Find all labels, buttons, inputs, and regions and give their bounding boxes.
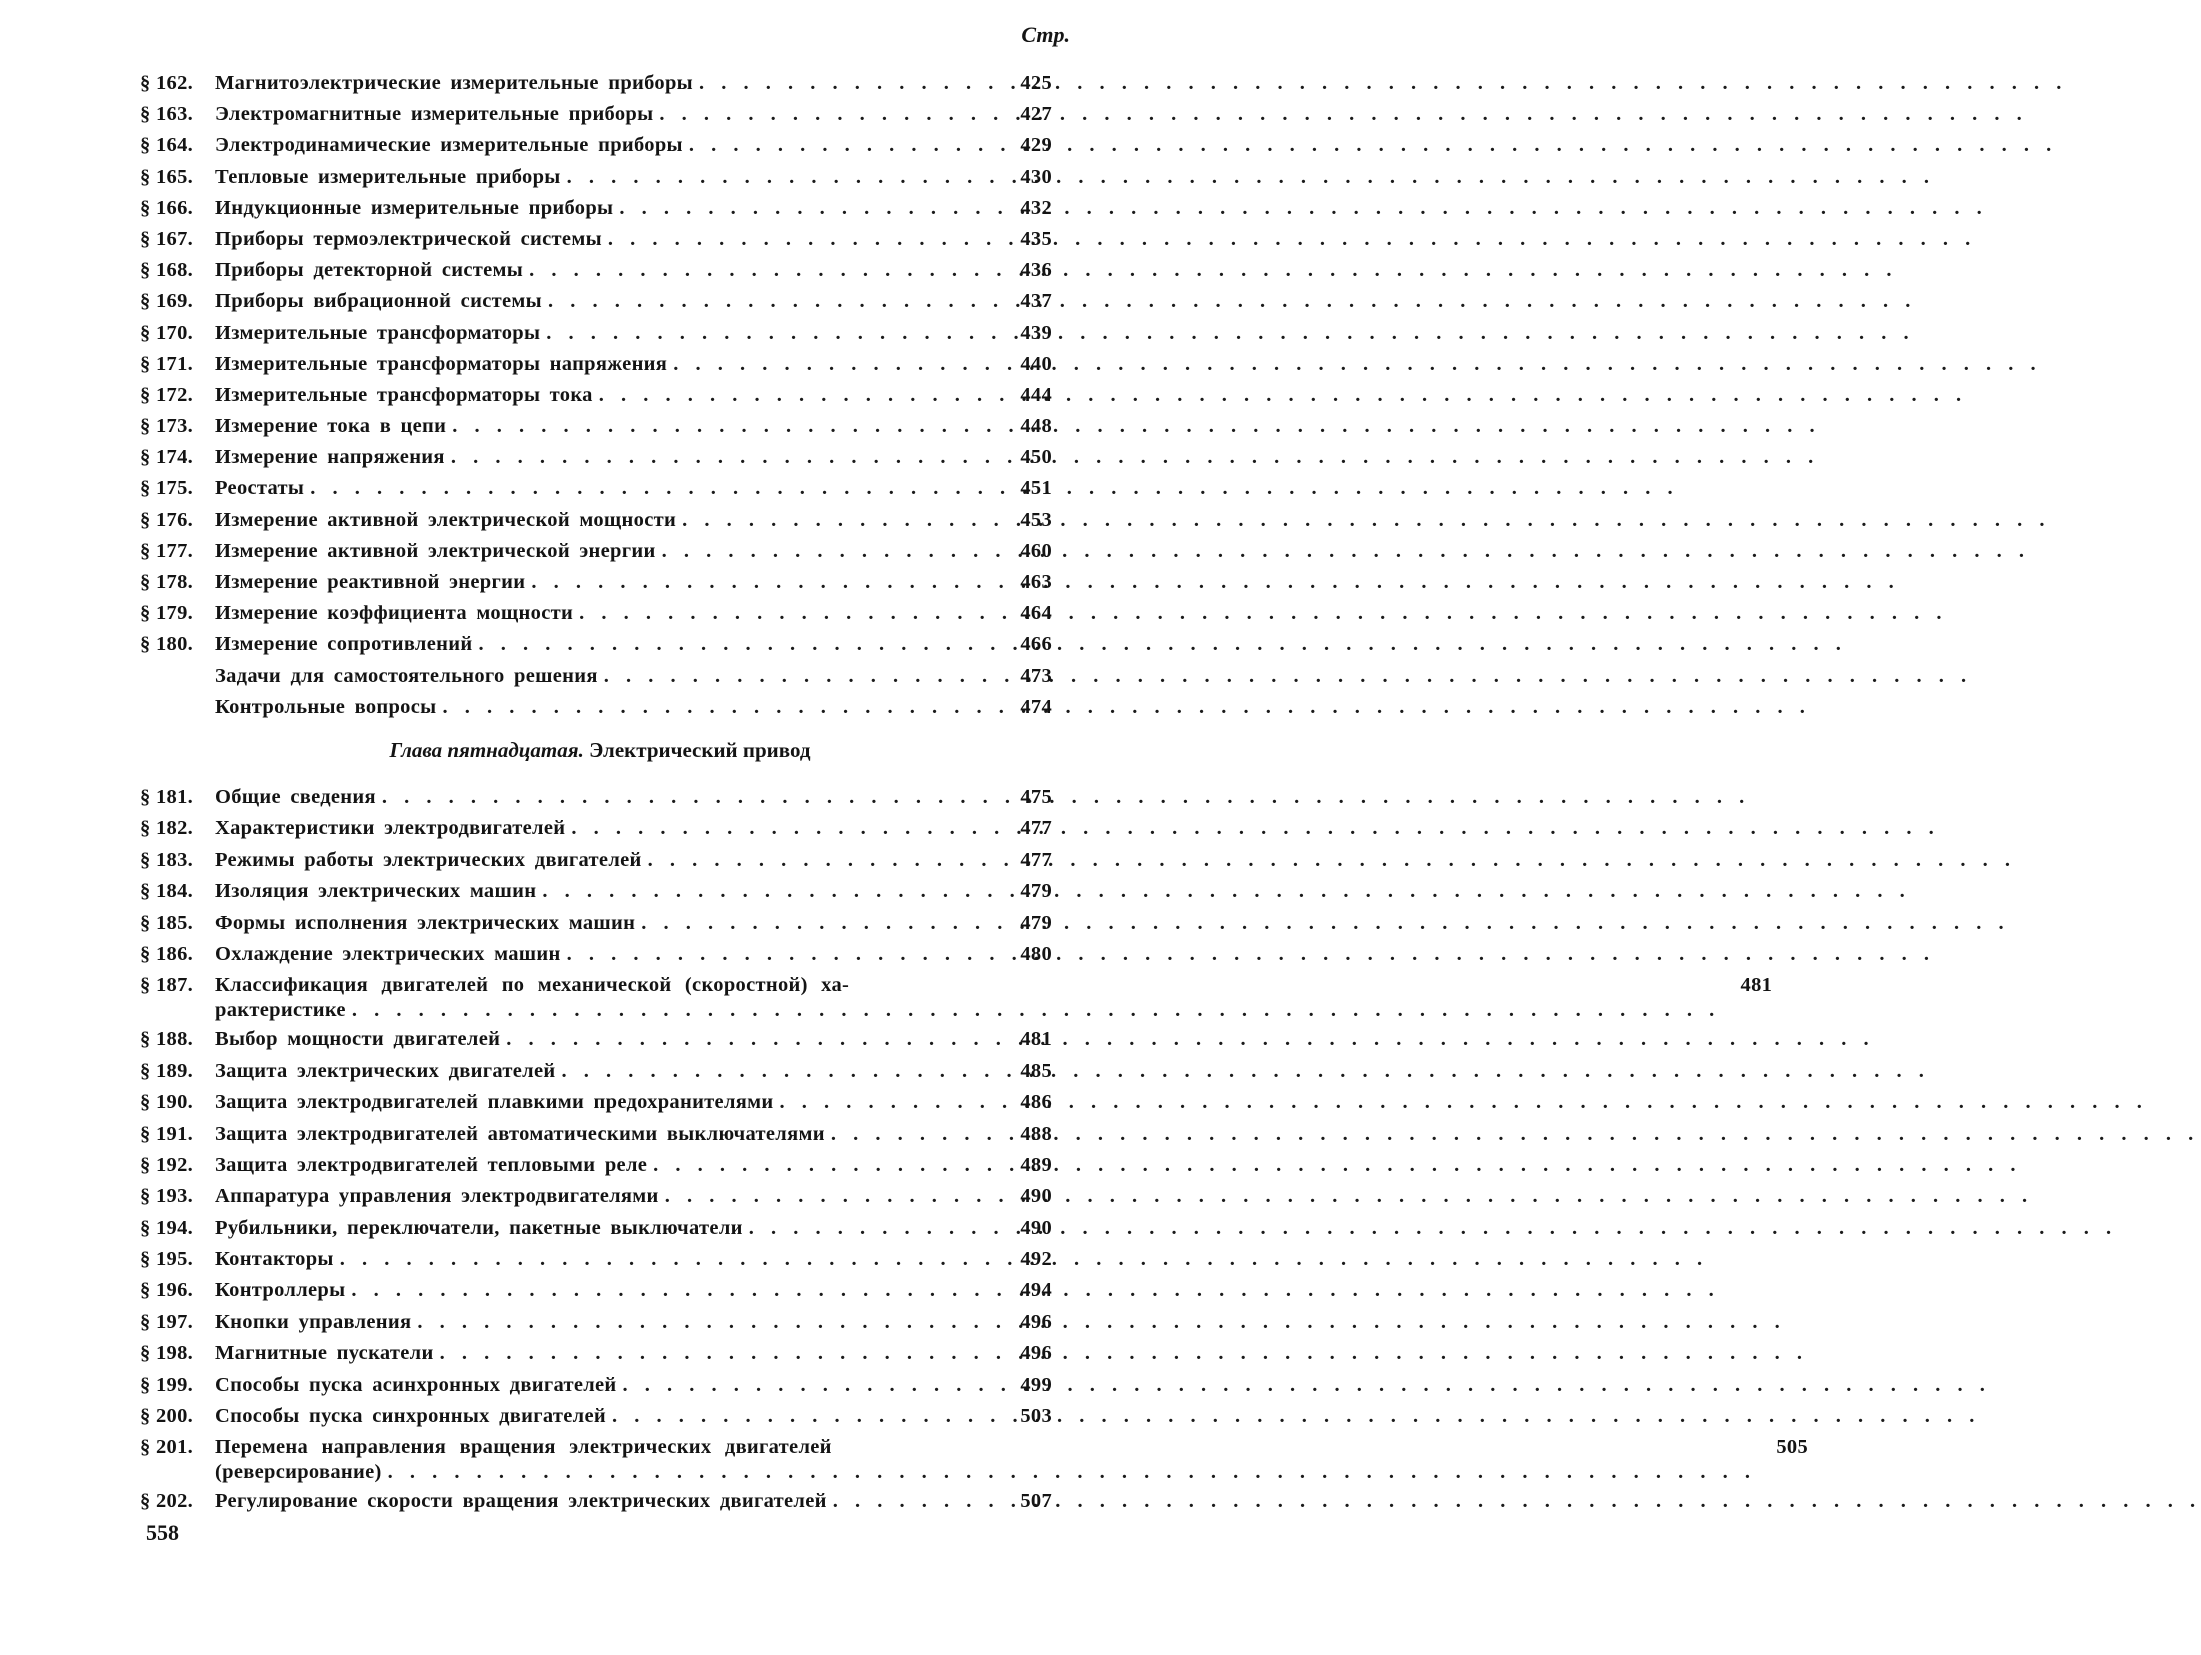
- toc-entry: [140, 598, 1052, 629]
- toc-entry: [140, 349, 1052, 380]
- toc-entry-title-block: [215, 286, 1006, 317]
- toc-entry: [140, 1401, 1052, 1432]
- toc-entry-page: 496: [1020, 1310, 1052, 1333]
- dot-leader: [451, 442, 1819, 473]
- toc-entry: [140, 1307, 1052, 1338]
- page-header-label: Стр.: [1021, 22, 1070, 47]
- section-number: § 172.: [140, 383, 194, 406]
- toc-entry: [140, 318, 1052, 349]
- dot-leader: [442, 692, 1810, 723]
- section-number: § 177.: [140, 539, 194, 562]
- toc-entry-title: Измерение реактивной энергии: [215, 571, 526, 593]
- toc-entry-title-block: [215, 782, 1006, 813]
- toc-entry-title-continuation: рактеристике: [215, 999, 346, 1022]
- dot-leader: [529, 255, 1897, 286]
- dot-leader: [599, 380, 1967, 411]
- toc-entry-page: 432: [1020, 196, 1052, 219]
- dot-leader: [310, 473, 1678, 504]
- dot-leader: [665, 1181, 2033, 1212]
- toc-entry: [140, 1370, 1052, 1401]
- toc-entry-title: Электромагнитные измерительные приборы: [215, 103, 654, 126]
- toc-entry-title-block: [215, 813, 1006, 844]
- dot-leader: [608, 224, 1976, 255]
- toc-entry-page: 479: [1020, 880, 1052, 903]
- toc-entry: [140, 1213, 1052, 1244]
- dot-leader: [531, 567, 1899, 598]
- section-number: § 199.: [140, 1373, 194, 1396]
- toc-entry-title: Защита электродвигателей тепловыми реле: [215, 1153, 648, 1176]
- toc-entry-title-block: [215, 1401, 1006, 1432]
- toc-entry-page: 464: [1020, 602, 1052, 625]
- toc-entry-page: 430: [1020, 165, 1052, 188]
- section-number: § 182.: [140, 817, 194, 840]
- dot-leader: [749, 1213, 2117, 1244]
- toc-entry-title-block: [215, 1435, 1762, 1485]
- toc-entry-title-block: [215, 411, 1006, 442]
- section-number: § 185.: [140, 911, 194, 934]
- toc-entry-page: 474: [1020, 695, 1052, 718]
- dot-leader: [417, 1307, 1785, 1338]
- toc-entry-title: Задачи для самостоятельного решения: [215, 664, 598, 687]
- toc-entry-title: Измерение тока в цепи: [215, 415, 447, 438]
- toc-entry-page: 496: [1020, 1342, 1052, 1365]
- dot-leader: [478, 629, 1846, 660]
- section-number: § 164.: [140, 134, 194, 157]
- chapter-label: Глава пятнадцатая.: [389, 738, 584, 762]
- toc-entry-title-block: [215, 692, 1006, 723]
- toc-entry-title-block: [215, 908, 1006, 939]
- toc-entry-title-block: [215, 536, 1006, 567]
- toc-entry-title: Измерение напряжения: [215, 446, 445, 469]
- toc-entry-title-block: [215, 130, 1006, 161]
- dot-leader: [673, 349, 2041, 380]
- dot-leader: [548, 286, 1916, 317]
- section-number: § 180.: [140, 633, 194, 656]
- dot-leader: [648, 845, 2016, 876]
- toc-entry-title: Магнитные пускатели: [215, 1342, 434, 1365]
- toc-entry-title: Защита электродвигателей автоматическими выключателями: [215, 1122, 825, 1145]
- toc-entry-title-block: [215, 629, 1006, 660]
- dot-leader: [623, 1370, 1991, 1401]
- toc-entry: [140, 1024, 1052, 1055]
- toc-entry-page: 499: [1020, 1373, 1052, 1396]
- toc-entry: [140, 970, 1773, 1024]
- dot-leader: [452, 411, 1820, 442]
- chapter-heading: [0, 738, 1200, 763]
- toc-entry-page: 485: [1020, 1059, 1052, 1082]
- toc-entry-title: Контроллеры: [215, 1279, 346, 1302]
- section-number: § 173.: [140, 415, 194, 438]
- toc-entry-title: Классификация двигателей по механической (скоростной) ха-: [215, 974, 850, 997]
- section-number: § 165.: [140, 165, 194, 188]
- toc-entry-title: Способы пуска синхронных двигателей: [215, 1405, 606, 1428]
- toc-entry-title: Способы пуска асинхронных двигателей: [215, 1373, 617, 1396]
- toc-entry: [140, 782, 1052, 813]
- section-number: § 189.: [140, 1059, 194, 1082]
- toc-entry: [140, 1486, 1052, 1517]
- section-number: § 197.: [140, 1310, 194, 1333]
- toc-entry-page: 505: [1776, 1436, 1808, 1459]
- dot-leader: [352, 997, 1720, 1023]
- toc-entry-page: 503: [1020, 1405, 1052, 1428]
- toc-entry-title-block: [215, 973, 1726, 1023]
- section-number: § 201.: [140, 1436, 194, 1459]
- toc-entry-title-block: [215, 1087, 1006, 1118]
- section-number: § 186.: [140, 942, 194, 965]
- section-number: § 170.: [140, 321, 194, 344]
- toc-entry-title-block: [215, 1119, 1006, 1150]
- toc-entry-title: Индукционные измерительные приборы: [215, 196, 614, 219]
- toc-entry-title: Измерение активной электрической энергии: [215, 539, 656, 562]
- toc-entry-title: Контакторы: [215, 1248, 334, 1271]
- table-of-contents-part-1: [140, 68, 1052, 723]
- toc-entry: [140, 473, 1052, 504]
- toc-entry-title-block: [215, 1307, 1006, 1338]
- toc-entry-page: 481: [1020, 1028, 1052, 1051]
- toc-entry-title: Приборы детекторной системы: [215, 259, 524, 282]
- toc-entry-page: 477: [1020, 817, 1052, 840]
- toc-entry-title-continuation-row: [215, 997, 1726, 1023]
- toc-entry-title: Рубильники, переключатели, пакетные выключатели: [215, 1216, 743, 1239]
- toc-entry-page: 488: [1020, 1122, 1052, 1145]
- dot-leader: [780, 1087, 2148, 1118]
- toc-entry: [140, 99, 1052, 130]
- toc-entry-title-block: [215, 1486, 1006, 1517]
- toc-entry-title-block: [215, 193, 1006, 224]
- section-number: § 171.: [140, 352, 194, 375]
- toc-entry-page: 473: [1020, 664, 1052, 687]
- toc-entry-title-block: [215, 318, 1006, 349]
- section-number: § 195.: [140, 1248, 194, 1271]
- toc-entry-title: Измерительные трансформаторы напряжения: [215, 352, 668, 375]
- toc-entry: [140, 1275, 1052, 1306]
- toc-entry-title-block: [215, 661, 1006, 692]
- dot-leader: [546, 318, 1914, 349]
- toc-entry-page: 477: [1020, 848, 1052, 871]
- toc-entry-page: 494: [1020, 1279, 1052, 1302]
- table-of-contents-part-2: [140, 782, 1808, 1518]
- toc-entry-title-block: [215, 1024, 1006, 1055]
- toc-entry-title: Приборы вибрационной системы: [215, 290, 542, 313]
- toc-entry-page: 492: [1020, 1248, 1052, 1271]
- dot-leader: [567, 939, 1935, 970]
- dot-leader: [542, 876, 1910, 907]
- toc-entry-page: 479: [1020, 911, 1052, 934]
- toc-entry: [140, 1181, 1052, 1212]
- toc-entry-page: 435: [1020, 227, 1052, 250]
- toc-entry-page: 437: [1020, 290, 1052, 313]
- toc-entry: [140, 1432, 1808, 1486]
- toc-entry-title-block: [215, 1213, 1006, 1244]
- dot-leader: [579, 598, 1947, 629]
- dot-leader: [689, 130, 2057, 161]
- toc-entry-title: Измерение коэффициента мощности: [215, 602, 574, 625]
- toc-entry: [140, 224, 1052, 255]
- toc-entry-page: 427: [1020, 103, 1052, 126]
- toc-entry: [140, 162, 1052, 193]
- toc-entry: [140, 1087, 1052, 1118]
- toc-entry: [140, 845, 1052, 876]
- toc-entry-page: 507: [1020, 1490, 1052, 1513]
- toc-entry-title-block: [215, 1150, 1006, 1181]
- section-number: § 166.: [140, 196, 194, 219]
- toc-entry-title: Измерение активной электрической мощности: [215, 508, 677, 531]
- toc-entry-title-block: [215, 442, 1006, 473]
- toc-entry: [140, 68, 1052, 99]
- toc-entry-title-block: [215, 162, 1006, 193]
- toc-entry: [140, 255, 1052, 286]
- toc-entry-title: Регулирование скорости вращения электрических двигателей: [215, 1490, 827, 1513]
- toc-entry: [140, 629, 1052, 660]
- toc-entry-title-block: [215, 1181, 1006, 1212]
- toc-entry-title-block: [215, 1338, 1006, 1369]
- section-number: § 181.: [140, 786, 194, 808]
- toc-entry-title: Контрольные вопросы: [215, 695, 437, 718]
- toc-entry-page: 429: [1020, 134, 1052, 157]
- toc-entry: [140, 876, 1052, 907]
- toc-entry: [140, 536, 1052, 567]
- dot-leader: [612, 1401, 1980, 1432]
- toc-entry: [140, 692, 1052, 723]
- dot-leader: [562, 1056, 1930, 1087]
- toc-entry-title-block: [215, 567, 1006, 598]
- toc-entry-page: 490: [1020, 1185, 1052, 1208]
- toc-entry-page: 466: [1020, 633, 1052, 656]
- section-number: § 183.: [140, 848, 194, 871]
- toc-entry-title-block: [215, 876, 1006, 907]
- toc-entry-title: Измерительные трансформаторы тока: [215, 383, 593, 406]
- toc-entry-title-block: [215, 845, 1006, 876]
- toc-entry-page: 436: [1020, 259, 1052, 282]
- toc-entry-page: 448: [1020, 415, 1052, 438]
- dot-leader: [506, 1024, 1874, 1055]
- toc-entry-page: 439: [1020, 321, 1052, 344]
- toc-entry-page: 490: [1020, 1216, 1052, 1239]
- toc-entry: [140, 1119, 1052, 1150]
- section-number: § 179.: [140, 602, 194, 625]
- toc-entry-page: 475: [1020, 786, 1052, 808]
- section-number: § 200.: [140, 1405, 194, 1428]
- toc-entry: [140, 1150, 1052, 1181]
- toc-entry: [140, 661, 1052, 692]
- page-number: 558: [146, 1520, 179, 1545]
- toc-entry: [140, 286, 1052, 317]
- toc-entry-page: 440: [1020, 352, 1052, 375]
- dot-leader: [440, 1338, 1808, 1369]
- toc-entry-title: Формы исполнения электрических машин: [215, 911, 636, 934]
- toc-entry: [140, 813, 1052, 844]
- toc-entry: [140, 1244, 1052, 1275]
- section-number: § 188.: [140, 1028, 194, 1051]
- toc-entry-title-block: [215, 1370, 1006, 1401]
- toc-entry: [140, 908, 1052, 939]
- section-number: § 178.: [140, 571, 194, 593]
- toc-entry-title-block: [215, 68, 1006, 99]
- toc-entry-title: Магнитоэлектрические измерительные приборы: [215, 72, 693, 94]
- toc-entry-title: Характеристики электродвигателей: [215, 817, 566, 840]
- section-number: § 184.: [140, 880, 194, 903]
- toc-entry: [140, 411, 1052, 442]
- toc-entry-page: 451: [1020, 477, 1052, 500]
- toc-entry-title: Защита электрических двигателей: [215, 1059, 556, 1082]
- toc-entry-page: 453: [1020, 508, 1052, 531]
- toc-entry-title: Перемена направления вращения электрических двигателей: [215, 1436, 832, 1459]
- toc-entry-title: Измерительные трансформаторы: [215, 321, 541, 344]
- toc-entry-page: 444: [1020, 383, 1052, 406]
- section-number: § 190.: [140, 1091, 194, 1114]
- section-number: § 168.: [140, 259, 194, 282]
- toc-entry-page: 480: [1020, 942, 1052, 965]
- toc-entry-page: 486: [1020, 1091, 1052, 1114]
- section-number: § 163.: [140, 103, 194, 126]
- toc-entry-title: Режимы работы электрических двигателей: [215, 848, 642, 871]
- toc-entry-title-block: [215, 224, 1006, 255]
- toc-entry-title-block: [215, 99, 1006, 130]
- toc-entry-title-block: [215, 598, 1006, 629]
- toc-entry-title-block: [215, 939, 1006, 970]
- toc-entry-title: Кнопки управления: [215, 1310, 412, 1333]
- toc-entry-title: Измерение сопротивлений: [215, 633, 473, 656]
- section-number: § 198.: [140, 1342, 194, 1365]
- toc-entry-title: Аппаратура управления электродвигателями: [215, 1185, 659, 1208]
- toc-entry: [140, 193, 1052, 224]
- section-number: § 175.: [140, 477, 194, 500]
- section-number: § 191.: [140, 1122, 194, 1145]
- toc-entry-page: 481: [1740, 974, 1773, 997]
- toc-entry-page: 450: [1020, 446, 1052, 469]
- dot-leader: [571, 813, 1939, 844]
- section-number: § 187.: [140, 974, 194, 997]
- toc-entry-title: Электродинамические измерительные приборы: [215, 134, 683, 157]
- dot-leader: [382, 782, 1750, 813]
- toc-entry-title: Выбор мощности двигателей: [215, 1028, 501, 1051]
- section-number: § 176.: [140, 508, 194, 531]
- toc-entry-title-block: [215, 255, 1006, 286]
- dot-leader: [567, 162, 1935, 193]
- toc-entry-title-continuation: (реверсирование): [215, 1461, 382, 1484]
- dot-leader: [659, 99, 2027, 130]
- toc-entry-page: 425: [1020, 72, 1052, 94]
- toc-entry-title: Охлаждение электрических машин: [215, 942, 561, 965]
- toc-entry: [140, 1338, 1052, 1369]
- toc-entry: [140, 380, 1052, 411]
- dot-leader: [662, 536, 2030, 567]
- section-number: § 174.: [140, 446, 194, 469]
- section-number: § 192.: [140, 1153, 194, 1176]
- section-number: § 196.: [140, 1279, 194, 1302]
- toc-entry-title-block: [215, 505, 1006, 536]
- toc-entry-page: 489: [1020, 1153, 1052, 1176]
- dot-leader: [682, 505, 2050, 536]
- dot-leader: [699, 68, 2067, 99]
- toc-entry-title-block: [215, 349, 1006, 380]
- section-number: § 169.: [140, 290, 194, 313]
- toc-entry-page: 463: [1020, 571, 1052, 593]
- section-number: § 202.: [140, 1490, 194, 1513]
- toc-entry-title: Тепловые измерительные приборы: [215, 165, 561, 188]
- toc-entry-title-continuation-row: [215, 1459, 1762, 1485]
- toc-entry-title-block: [215, 1244, 1006, 1275]
- toc-entry: [140, 505, 1052, 536]
- toc-entry-title: Изоляция электрических машин: [215, 880, 537, 903]
- dot-leader: [653, 1150, 2021, 1181]
- dot-leader: [388, 1459, 1756, 1485]
- chapter-title: Электрический привод: [589, 738, 811, 762]
- dot-leader: [619, 193, 1987, 224]
- dot-leader: [641, 908, 2009, 939]
- toc-entry: [140, 939, 1052, 970]
- section-number: § 194.: [140, 1216, 194, 1239]
- dot-leader: [604, 661, 1972, 692]
- toc-entry: [140, 130, 1052, 161]
- toc-entry-title-block: [215, 1056, 1006, 1087]
- toc-entry-title-block: [215, 380, 1006, 411]
- section-number: § 193.: [140, 1185, 194, 1208]
- section-number: § 162.: [140, 72, 194, 94]
- toc-entry-title: Приборы термоэлектрической системы: [215, 227, 602, 250]
- toc-entry: [140, 1056, 1052, 1087]
- toc-entry-title: Реостаты: [215, 477, 305, 500]
- toc-entry-page: 460: [1020, 539, 1052, 562]
- toc-entry-title-block: [215, 1275, 1006, 1306]
- section-number: § 167.: [140, 227, 194, 250]
- toc-entry-title-block: [215, 473, 1006, 504]
- toc-entry: [140, 567, 1052, 598]
- toc-entry: [140, 442, 1052, 473]
- toc-entry-title: Защита электродвигателей плавкими предохранителями: [215, 1091, 774, 1114]
- toc-entry-title: Общие сведения: [215, 786, 376, 808]
